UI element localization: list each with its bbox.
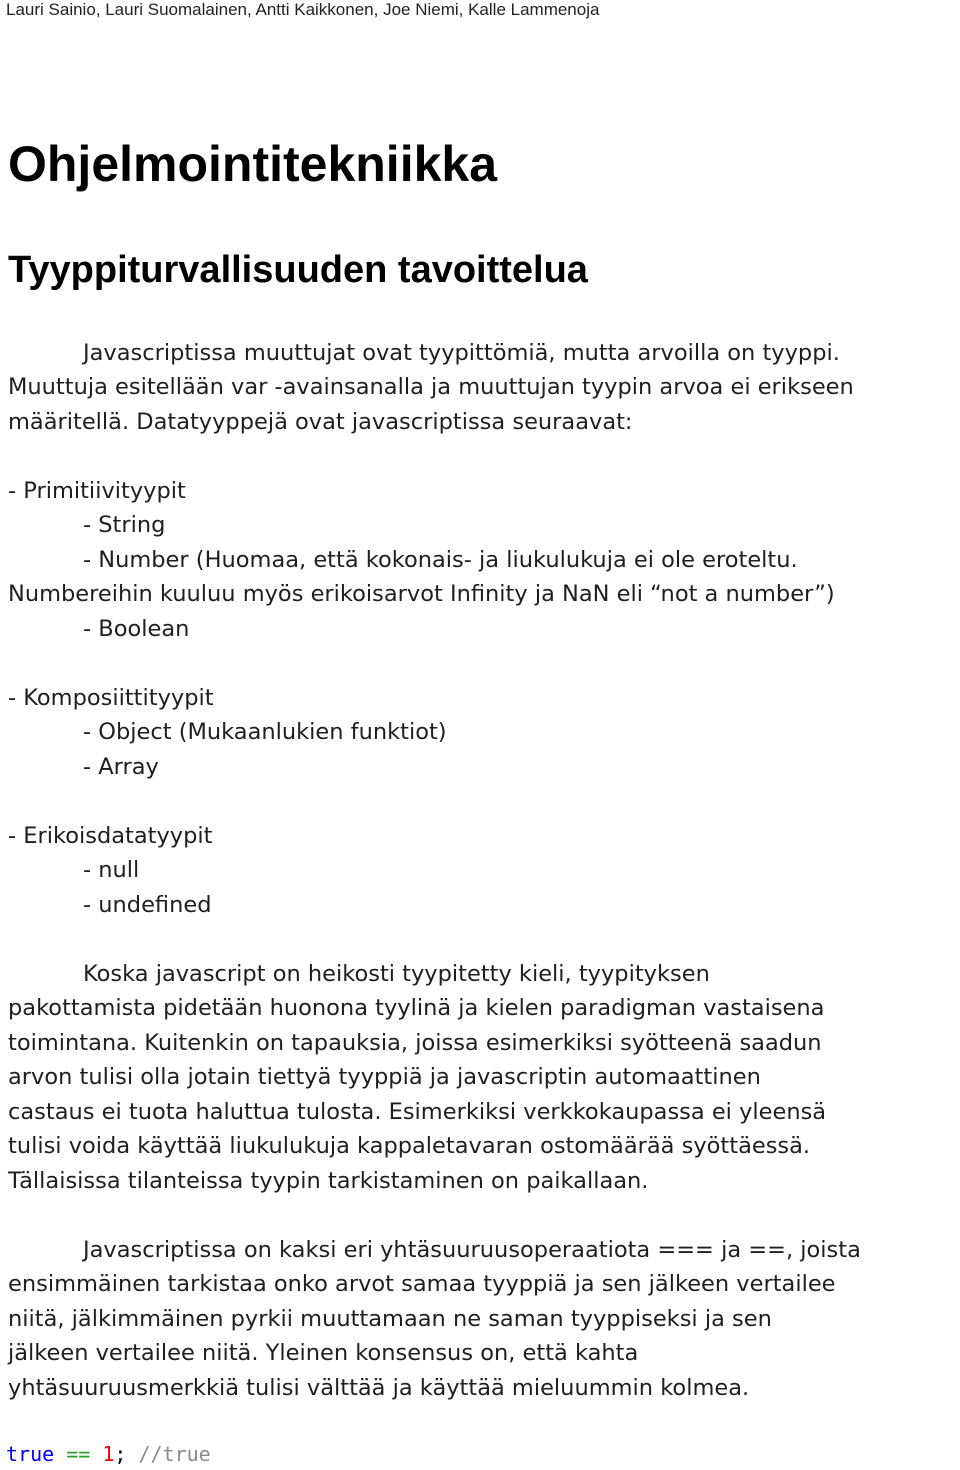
paragraph-line: arvon tulisi olla jotain tiettyä tyyppiä ja javascriptin automaattinen <box>8 1064 761 1090</box>
paragraph-line: jälkeen vertailee niitä. Yleinen konsensus on, että kahta <box>8 1340 639 1366</box>
section-heading: Tyyppiturvallisuuden tavoittelua <box>8 249 588 291</box>
paragraph-line: määritellä. Datatyyppejä ovat javascriptissa seuraavat: <box>8 409 633 435</box>
author-list: Lauri Sainio, Lauri Suomalainen, Antti Kaikkonen, Joe Niemi, Kalle Lammenoja <box>6 0 600 19</box>
paragraph-line: Koska javascript on heikosti tyypitetty kieli, tyypityksen <box>83 961 710 987</box>
paragraph-line: yhtäsuuruusmerkkiä tulisi välttää ja käyttää mieluummin kolmea. <box>8 1375 750 1401</box>
paragraph-line: Javascriptissa muuttujat ovat tyypittömiä, mutta arvoilla on tyyppi. <box>83 340 840 366</box>
list-item: - Boolean <box>83 616 190 642</box>
code-comment: //true <box>126 1442 211 1466</box>
list-item: - Number (Huomaa, että kokonais- ja liukulukuja ei ole eroteltu. <box>83 547 798 573</box>
list-item: - Erikoisdatatyypit <box>8 823 213 849</box>
paragraph-line: toimintana. Kuitenkin on tapauksia, joissa esimerkiksi syötteenä saadun <box>8 1030 822 1056</box>
page-title: Ohjelmointitekniikka <box>8 136 498 192</box>
code-semicolon: ; <box>114 1442 127 1466</box>
list-item: - Primitiivityypit <box>8 478 186 504</box>
code-keyword: true <box>6 1442 55 1466</box>
paragraph-line: pakottamista pidetään huonona tyylinä ja kielen paradigman vastaisena <box>8 995 825 1021</box>
code-operator: == <box>54 1442 103 1466</box>
list-item: - String <box>83 512 166 538</box>
list-item: - undefined <box>83 892 212 918</box>
paragraph-line: Javascriptissa on kaksi eri yhtäsuuruusoperaatiota === ja ==, joista <box>83 1237 861 1263</box>
list-item: - Komposiittityypit <box>8 685 214 711</box>
list-item: Numbereihin kuuluu myös erikoisarvot Infinity ja NaN eli “not a number”) <box>8 581 835 607</box>
paragraph-line: niitä, jälkimmäinen pyrkii muuttamaan ne saman tyyppiseksi ja sen <box>8 1306 772 1332</box>
list-item: - null <box>83 857 140 883</box>
code-sample <box>6 1440 211 1468</box>
paragraph-line: tulisi voida käyttää liukulukuja kappaletavaran ostomäärää syöttäessä. <box>8 1133 811 1159</box>
paragraph-line: ensimmäinen tarkistaa onko arvot samaa tyyppiä ja sen jälkeen vertailee <box>8 1271 836 1297</box>
list-item: - Array <box>83 754 159 780</box>
code-number: 1 <box>102 1442 115 1466</box>
paragraph-line: Muuttuja esitellään var -avainsanalla ja muuttujan tyypin arvoa ei erikseen <box>8 374 854 400</box>
paragraph-line: castaus ei tuota haluttua tulosta. Esimerkiksi verkkokaupassa ei yleensä <box>8 1099 827 1125</box>
paragraph-line: Tällaisissa tilanteissa tyypin tarkistaminen on paikallaan. <box>8 1168 649 1194</box>
list-item: - Object (Mukaanlukien funktiot) <box>83 719 447 745</box>
